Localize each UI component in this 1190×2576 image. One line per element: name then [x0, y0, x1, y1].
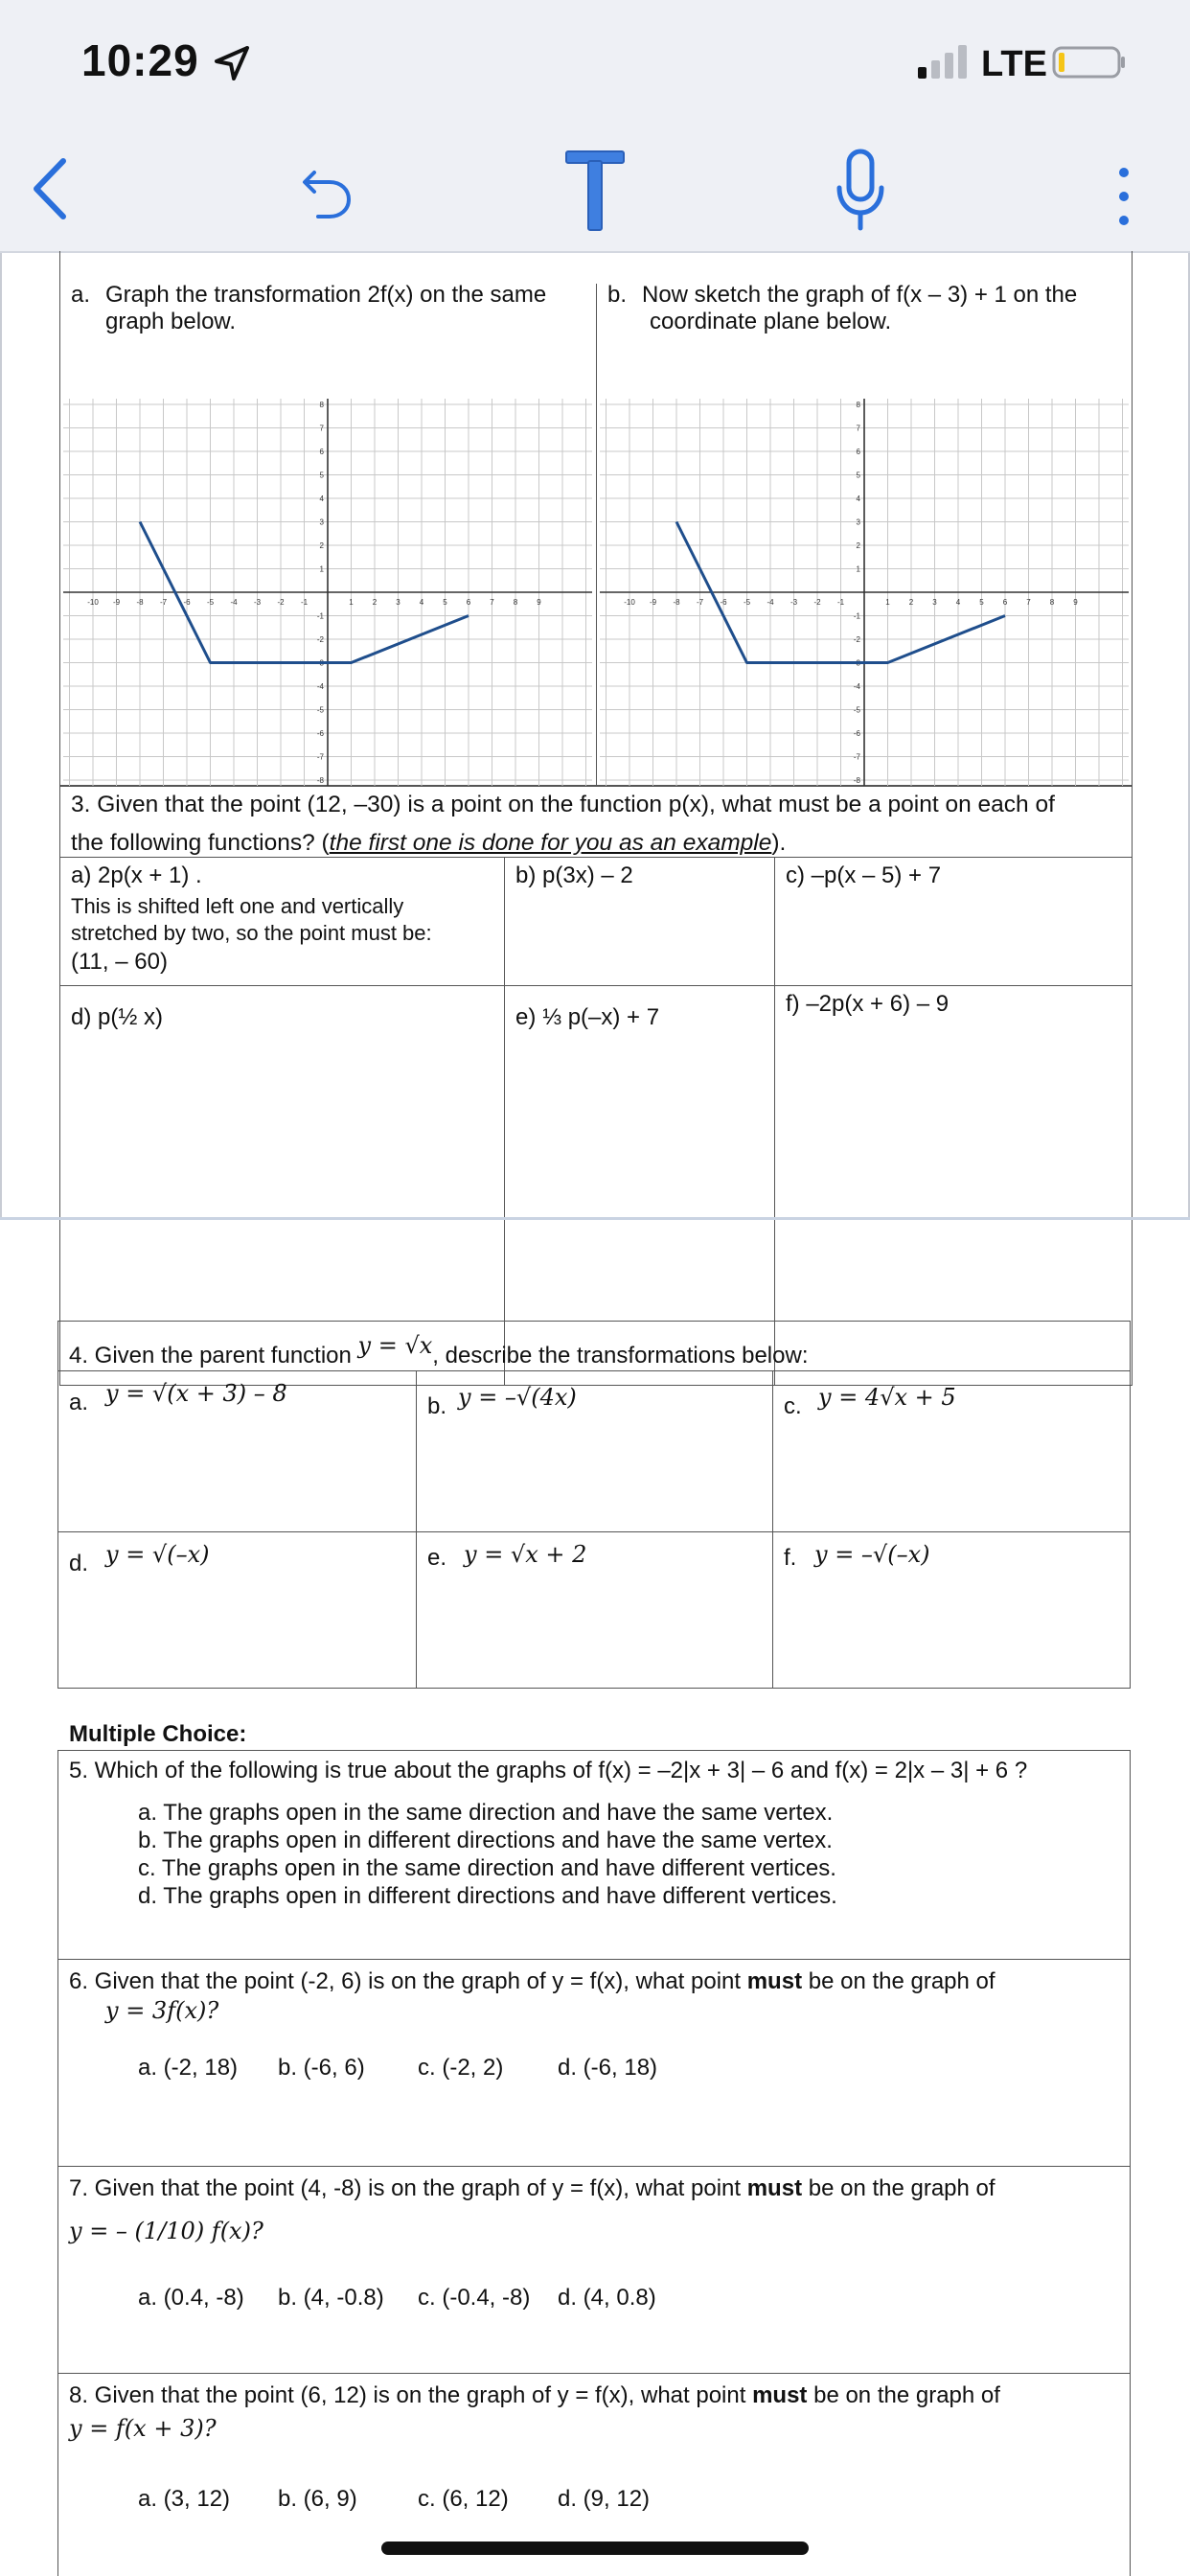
y-tick-label: 5 [856, 471, 860, 480]
q8-option-b: b. (6, 9) [278, 2486, 357, 2512]
back-icon[interactable] [29, 155, 71, 222]
location-arrow-icon [213, 44, 251, 82]
page-break [0, 1217, 1190, 1220]
y-tick-label: -7 [853, 752, 860, 762]
x-tick-label: 9 [1073, 598, 1078, 607]
q3-question-line2 [71, 830, 786, 857]
undo-icon[interactable] [297, 161, 358, 222]
y-tick-label: 8 [856, 401, 860, 409]
x-tick-label: -1 [300, 598, 309, 607]
x-tick-label: -3 [253, 598, 262, 607]
q4-parent-function: y = √x [357, 1332, 433, 1359]
y-tick-label: -4 [316, 682, 324, 691]
x-tick-label: -2 [813, 598, 821, 607]
x-tick-label: -8 [136, 598, 144, 607]
q6-function: y = 3f(x)? [105, 1997, 219, 2024]
text-icon[interactable] [563, 148, 627, 234]
x-tick-label: 7 [490, 598, 494, 607]
q5-option-a: a. The graphs open in the same direction and have the same vertex. [138, 1800, 834, 1826]
x-tick-label: 4 [419, 598, 424, 607]
q3e-function: e) ⅓ p(–x) + 7 [515, 1004, 660, 1030]
y-tick-label: 8 [319, 401, 324, 409]
q4-row-line-2 [57, 1531, 1131, 1532]
q2a-text-2: graph below. [105, 309, 237, 334]
document-viewer[interactable] [0, 253, 1190, 2576]
q4-title-end: , describe the transformations below: [432, 1343, 809, 1368]
q4e-function: y = √x + 2 [464, 1541, 587, 1568]
y-tick-label: -3 [316, 658, 324, 668]
q4c-label: c. [784, 1393, 802, 1419]
q4c-function: y = 4√x + 5 [818, 1384, 956, 1411]
q3d-function: d) p(½ x) [71, 1004, 164, 1030]
q2b-text-2: coordinate plane below. [650, 309, 892, 334]
q3-col-line-2 [774, 857, 775, 1386]
x-tick-label: -5 [206, 598, 215, 607]
x-tick-label: 9 [537, 598, 541, 607]
q5-option-d: d. The graphs open in different directions and have different vertices. [138, 1883, 837, 1909]
x-tick-label: -4 [767, 598, 774, 607]
y-tick-label: 3 [856, 518, 860, 527]
y-tick-label: 7 [856, 424, 860, 433]
document-page-1 [0, 253, 1190, 1219]
x-tick-label: 6 [1002, 598, 1008, 607]
x-tick-label: -9 [112, 598, 121, 607]
q8-function: y = f(x + 3)? [69, 2415, 217, 2442]
x-tick-label: -5 [743, 598, 751, 607]
y-tick-label: -8 [853, 776, 860, 785]
y-tick-label: -2 [316, 635, 324, 644]
q6-question [69, 1968, 995, 1995]
x-tick-label: -4 [230, 598, 238, 607]
y-tick-label: 2 [319, 541, 324, 550]
q3-question-line1: 3. Given that the point (12, –30) is a point on the function p(x), what must be a point on each of [71, 792, 1055, 817]
q3a-answer: (11, – 60) [71, 949, 168, 975]
q8-option-c: c. (6, 12) [418, 2486, 509, 2512]
x-tick-label: 5 [443, 598, 447, 607]
x-tick-label: 3 [396, 598, 400, 607]
q6-text-start: 6. Given that the point (-2, 6) is on the graph of y = f(x), what point [69, 1968, 742, 1994]
q3-col-line-1 [504, 857, 505, 1386]
y-tick-label: 3 [319, 518, 324, 527]
graph-a [63, 399, 592, 786]
y-tick-label: -6 [316, 729, 324, 738]
q4-col-line-2 [772, 1370, 773, 1689]
q2a-label: a. [71, 282, 91, 308]
graph-b [600, 399, 1129, 786]
mc-line-3 [57, 2373, 1131, 2374]
signal-icon [916, 42, 973, 80]
q5-option-c: c. The graphs open in the same direction and have different vertices. [138, 1855, 836, 1881]
q4-row-line-1 [57, 1370, 1131, 1371]
x-tick-label: -9 [649, 598, 657, 607]
x-tick-label: -10 [87, 598, 99, 607]
x-tick-label: 8 [513, 598, 518, 607]
q7-option-c: c. (-0.4, -8) [418, 2285, 531, 2311]
x-tick-label: -7 [696, 598, 704, 607]
y-tick-label: 2 [856, 541, 860, 550]
q4b-label: b. [427, 1393, 447, 1419]
q4-col-line-1 [416, 1370, 417, 1689]
q6-option-a: a. (-2, 18) [138, 2055, 239, 2081]
y-tick-label: -5 [853, 705, 860, 715]
x-tick-label: -6 [720, 598, 727, 607]
q6-must: must [746, 1968, 803, 1994]
q2a-text: Graph the transformation 2f(x) on the same [105, 282, 547, 308]
q8-text-start: 8. Given that the point (6, 12) is on the graph of y = f(x), what point [69, 2382, 746, 2408]
q3a-explanation-1: This is shifted left one and vertically [71, 894, 404, 918]
x-tick-label: 7 [1026, 598, 1031, 607]
x-tick-label: -10 [624, 598, 635, 607]
y-tick-label: -4 [853, 682, 860, 691]
q3-row-line-2 [59, 985, 1133, 986]
y-tick-label: -7 [316, 752, 324, 762]
x-tick-label: -6 [183, 598, 191, 607]
y-tick-label: 1 [856, 564, 860, 574]
toolbar [0, 125, 1190, 253]
more-icon[interactable] [1110, 163, 1138, 230]
x-tick-label: 8 [1049, 598, 1055, 607]
q4e-label: e. [427, 1545, 447, 1571]
y-tick-label: -8 [316, 776, 324, 785]
y-tick-label: -1 [853, 611, 860, 621]
y-tick-label: 6 [856, 448, 860, 456]
q3a-explanation-2: stretched by two, so the point must be: [71, 921, 432, 945]
q4f-label: f. [784, 1545, 797, 1571]
x-tick-label: 6 [466, 598, 471, 607]
q6-text-end: be on the graph of [808, 1968, 995, 1994]
q7-text-end: be on the graph of [808, 2175, 995, 2201]
y-tick-label: -3 [853, 658, 860, 668]
q7-question [69, 2175, 995, 2202]
q2b-text: Now sketch the graph of f(x – 3) + 1 on the [642, 282, 1078, 308]
y-tick-label: -2 [853, 635, 860, 644]
microphone-icon[interactable] [834, 148, 887, 234]
x-tick-label: 3 [932, 598, 937, 607]
q8-must: must [752, 2382, 808, 2408]
x-tick-label: -1 [836, 598, 845, 607]
q3a-label: a) 2p(x + 1) . [71, 862, 202, 888]
q2-divider [596, 284, 597, 786]
x-tick-label: -2 [277, 598, 285, 607]
y-tick-label: -1 [316, 611, 324, 621]
y-tick-label: 6 [319, 448, 324, 456]
x-tick-label: 1 [349, 598, 354, 607]
q8-question [69, 2382, 1000, 2409]
x-tick-label: -3 [790, 598, 798, 607]
x-tick-label: -8 [673, 598, 680, 607]
q7-option-d: d. (4, 0.8) [558, 2285, 656, 2311]
y-tick-label: 4 [319, 494, 324, 503]
multiple-choice-heading: Multiple Choice: [69, 1721, 247, 1747]
q2b-label: b. [607, 282, 628, 308]
y-tick-label: 4 [856, 494, 860, 503]
battery-icon [1052, 46, 1127, 79]
q6-option-b: b. (-6, 6) [278, 2055, 365, 2081]
q6-option-c: c. (-2, 2) [418, 2055, 504, 2081]
q7-text-start: 7. Given that the point (4, -8) is on the graph of y = f(x), what point [69, 2175, 742, 2201]
status-bar [0, 0, 1190, 125]
y-tick-label: 5 [319, 471, 324, 480]
x-tick-label: 2 [908, 598, 914, 607]
q4-title [69, 1332, 809, 1369]
y-tick-label: -6 [853, 729, 860, 738]
x-tick-label: 4 [955, 598, 961, 607]
status-time: 10:29 [81, 35, 199, 85]
q4a-function: y = √(x + 3) – 8 [105, 1380, 287, 1407]
q4a-label: a. [69, 1390, 89, 1415]
q3-line2-end: ). [771, 830, 787, 856]
q7-option-a: a. (0.4, -8) [138, 2285, 244, 2311]
q3f-function: f) –2p(x + 6) – 9 [786, 991, 950, 1017]
y-tick-label: -5 [316, 705, 324, 715]
q4d-function: y = √(–x) [105, 1541, 210, 1568]
y-tick-label: 1 [319, 564, 324, 574]
q3c-function: c) –p(x – 5) + 7 [786, 862, 942, 888]
q8-option-d: d. (9, 12) [558, 2486, 651, 2512]
network-type: LTE [981, 44, 1047, 84]
x-tick-label: 1 [885, 598, 890, 607]
q3-row-line-1 [59, 857, 1133, 858]
q3b-function: b) p(3x) – 2 [515, 862, 633, 888]
q8-text-end: be on the graph of [813, 2382, 1000, 2408]
q7-must: must [746, 2175, 803, 2201]
q4b-function: y = –√(4x) [458, 1384, 577, 1411]
mc-line-1 [57, 1959, 1131, 1960]
home-indicator[interactable] [381, 2542, 809, 2555]
q4-title-start: 4. Given the parent function [69, 1343, 352, 1368]
q3-line2-start: the following functions? ( [71, 830, 330, 856]
mc-line-2 [57, 2166, 1131, 2167]
q8-option-a: a. (3, 12) [138, 2486, 231, 2512]
q3-example-note: the first one is done for you as an example [329, 830, 772, 856]
q4-box [57, 1321, 1131, 1689]
x-tick-label: 2 [372, 598, 378, 607]
q6-option-d: d. (-6, 18) [558, 2055, 658, 2081]
q4d-label: d. [69, 1551, 89, 1576]
q7-function: y = – (1/10) f(x)? [69, 2218, 263, 2244]
q7-option-b: b. (4, -0.8) [278, 2285, 384, 2311]
y-tick-label: 7 [319, 424, 324, 433]
x-tick-label: -7 [159, 598, 168, 607]
x-tick-label: 5 [979, 598, 984, 607]
q5-option-b: b. The graphs open in different directions and have the same vertex. [138, 1828, 833, 1853]
q5-question: 5. Which of the following is true about the graphs of f(x) = –2|x + 3| – 6 and f(x) = 2|x – 3| + 6 ? [69, 1758, 1028, 1783]
q4f-function: y = –√(–x) [814, 1541, 930, 1568]
